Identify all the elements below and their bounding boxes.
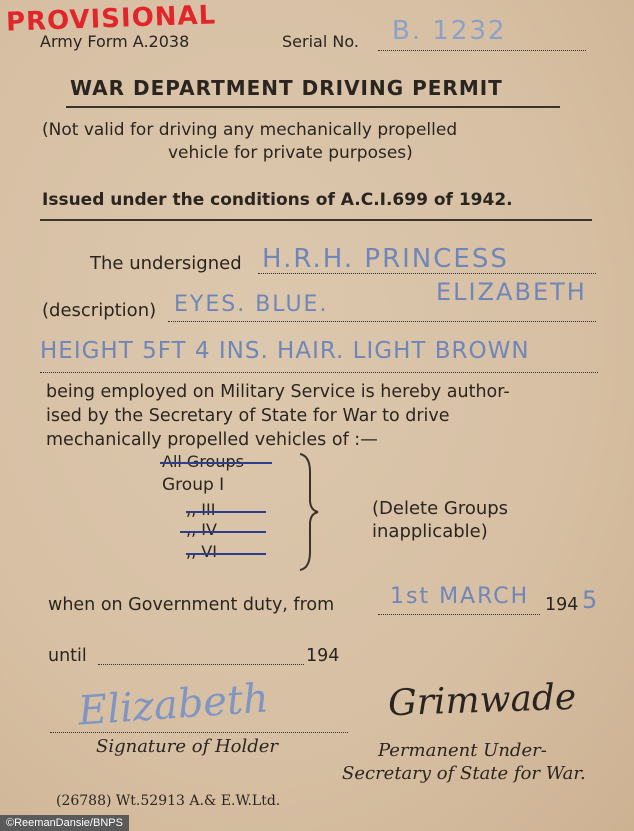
undersigned-value-2: ELIZABETH — [436, 278, 587, 306]
delete-note-1: (Delete Groups — [372, 498, 509, 519]
holder-signature-dots — [50, 732, 348, 733]
undersigned-label: The undersigned — [90, 253, 242, 274]
page-title: WAR DEPARTMENT DRIVING PERMIT — [70, 76, 503, 100]
description-value: EYES. BLUE. — [174, 292, 329, 317]
group-iv: ,, IV — [186, 520, 217, 539]
provisional-stamp: PROVISIONAL — [5, 0, 217, 38]
until-year: 194 — [306, 646, 340, 666]
body-line-2: ised by the Secretary of State for War to drive — [46, 406, 450, 426]
from-year-prefix: 194 — [545, 595, 579, 615]
note-line-1: (Not valid for driving any mechanically propelled — [42, 120, 458, 140]
from-label: when on Government duty, from — [48, 595, 335, 615]
body-line-3: mechanically propelled vehicles of :— — [46, 430, 378, 450]
until-dots — [98, 664, 304, 665]
serial-value: B. 1232 — [392, 16, 507, 46]
group-iii: ,, III — [186, 500, 216, 519]
group-vi-strike — [186, 553, 266, 555]
official-signature: Grimwade — [387, 676, 577, 725]
group-iii-strike — [186, 511, 266, 513]
serial-label: Serial No. — [282, 32, 359, 51]
group-all: All Groups — [162, 452, 244, 471]
serial-dots — [378, 50, 586, 51]
delete-note-2: inapplicable) — [372, 521, 488, 542]
group-iv-strike — [180, 531, 266, 533]
holder-signature-label: Signature of Holder — [96, 736, 279, 757]
group-all-strike — [160, 462, 272, 464]
groups-brace — [296, 452, 320, 572]
height-value: HEIGHT 5FT 4 INS. HAIR. LIGHT BROWN — [40, 338, 530, 364]
from-year-suffix: 5 — [582, 586, 600, 614]
official-label-2: Secretary of State for War. — [342, 763, 586, 784]
official-label-1: Permanent Under- — [378, 740, 547, 761]
undersigned-value-1: H.R.H. PRINCESS — [262, 244, 509, 274]
from-dots — [378, 614, 540, 615]
description-dots — [168, 321, 596, 322]
group-vi: ,, VI — [186, 542, 217, 561]
title-underline — [66, 106, 560, 108]
body-line-1: being employed on Military Service is hereby author- — [46, 382, 510, 402]
from-value: 1st MARCH — [390, 584, 530, 609]
form-number: Army Form A.2038 — [40, 32, 190, 51]
until-label: until — [48, 646, 87, 666]
issued-conditions: Issued under the conditions of A.C.I.699 of 1942. — [42, 190, 513, 210]
printer-footer: (26788) Wt.52913 A.& E.W.Ltd. — [56, 793, 281, 809]
issued-underline — [40, 219, 592, 221]
note-line-2: vehicle for private purposes) — [168, 143, 413, 163]
photo-credit: ©ReemanDansie/BNPS — [0, 815, 129, 831]
group-i: Group I — [162, 475, 225, 495]
holder-signature: Elizabeth — [76, 675, 271, 735]
height-dots — [40, 372, 598, 373]
description-label: (description) — [42, 300, 157, 321]
